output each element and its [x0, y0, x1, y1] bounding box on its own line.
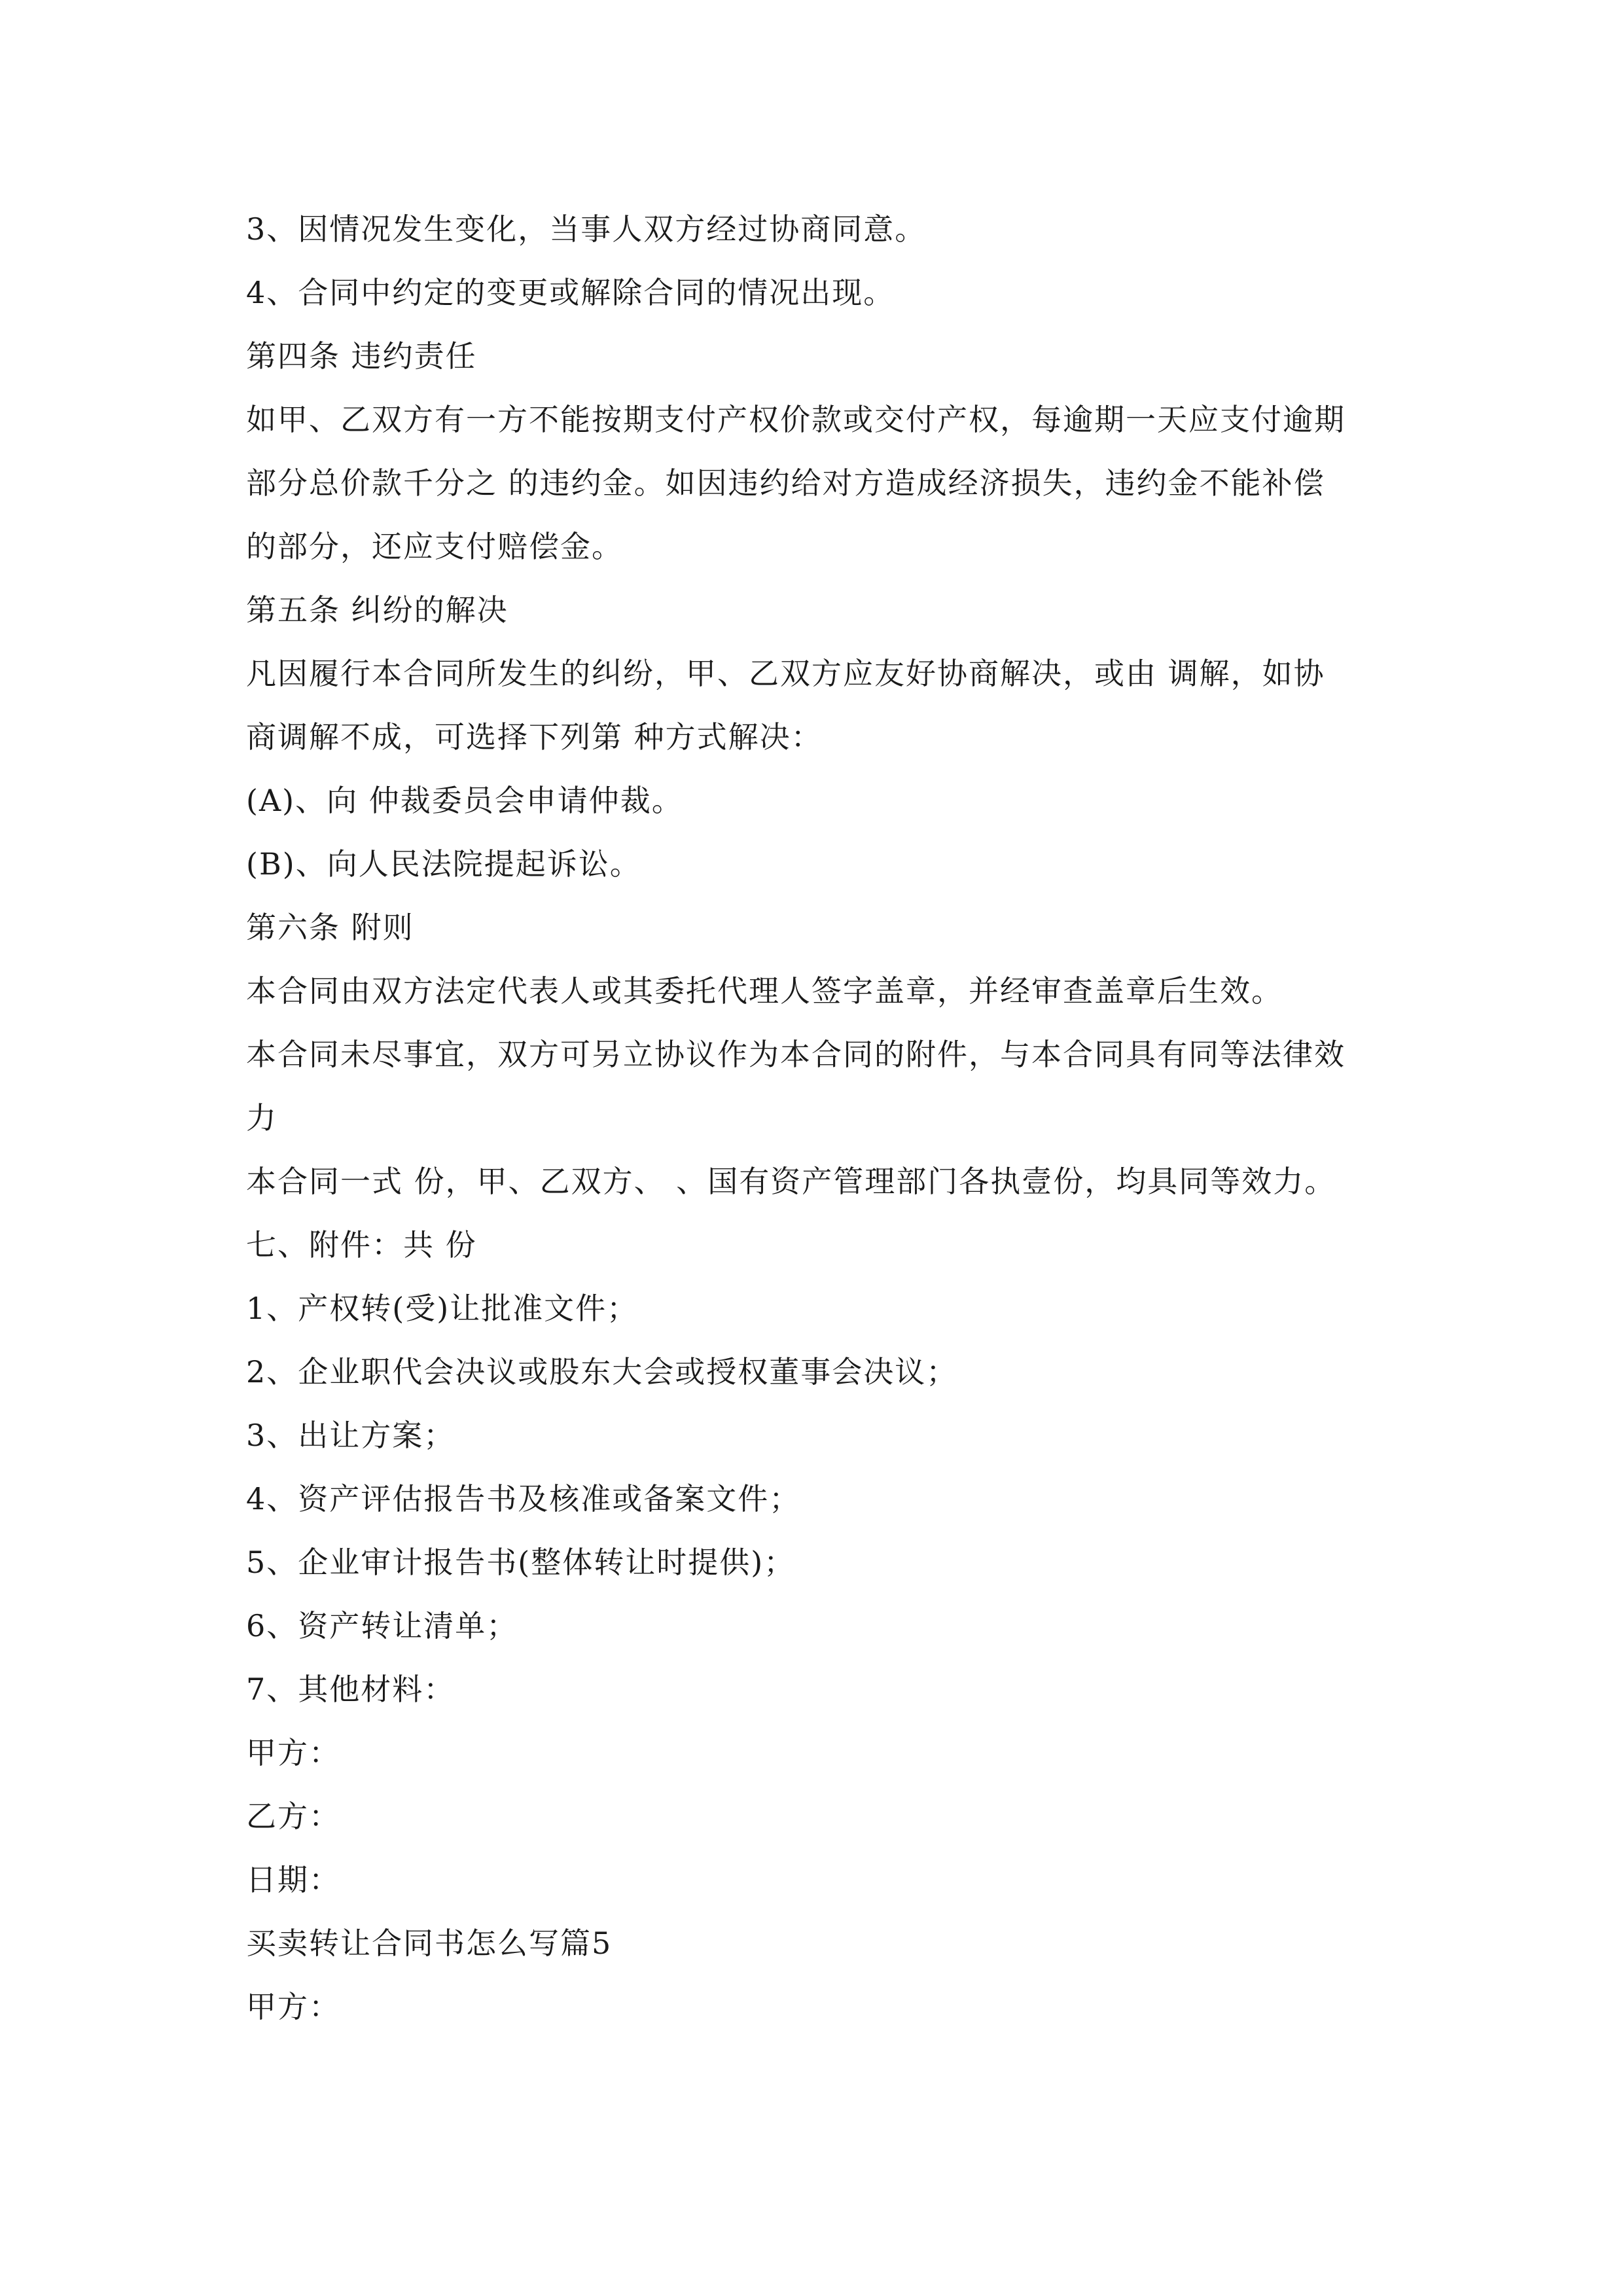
attachment-item: 4、资产评估报告书及核准或备案文件； [246, 1481, 801, 1516]
attachments-heading: 七、附件：共 份 [246, 1227, 477, 1263]
date-label: 日期： [246, 1862, 340, 1897]
attachment-item: 2、企业职代会决议或股东大会或授权董事会决议； [246, 1354, 958, 1390]
attachment-item: 3、出让方案； [246, 1418, 455, 1453]
article-4-heading: 第四条 违约责任 [246, 338, 477, 374]
party-a-label: 甲方： [246, 1989, 340, 2024]
article-5-heading: 第五条 纠纷的解决 [246, 592, 508, 628]
article-6-heading: 第六条 附则 [246, 910, 414, 945]
dispute-paragraph-line: 商调解不成，可选择下列第 种方式解决： [246, 719, 823, 755]
party-a-label: 甲方： [246, 1735, 340, 1770]
supplementary-line: 本合同未尽事宜，双方可另立协议作为本合同的附件，与本合同具有同等法律效 [246, 1037, 1346, 1072]
liability-paragraph-line: 如甲、乙双方有一方不能按期支付产权价款或交付产权，每逾期一天应支付逾期 [246, 402, 1346, 437]
attachment-item: 5、企业审计报告书(整体转让时提供)； [246, 1545, 796, 1580]
clause-4-line: 4、合同中约定的变更或解除合同的情况出现。 [246, 275, 895, 310]
supplementary-line: 力 [246, 1100, 277, 1136]
dispute-option-a: (A)、向 仲裁委员会申请仲裁。 [246, 783, 683, 818]
liability-paragraph-line: 部分总价款千分之 的违约金。如因违约给对方造成经济损失，违约金不能补偿 [246, 465, 1325, 501]
party-b-label: 乙方： [246, 1799, 340, 1834]
dispute-paragraph-line: 凡因履行本合同所发生的纠纷，甲、乙双方应友好协商解决，或由 调解，如协 [246, 656, 1325, 691]
attachment-item: 1、产权转(受)让批准文件； [246, 1291, 639, 1326]
supplementary-line: 本合同由双方法定代表人或其委托代理人签字盖章，并经审查盖章后生效。 [246, 973, 1283, 1009]
section-title: 买卖转让合同书怎么写篇5 [246, 1926, 613, 1961]
dispute-option-b: (B)、向人民法院提起诉讼。 [246, 846, 641, 882]
supplementary-line: 本合同一式 份，甲、乙双方、 、国有资产管理部门各执壹份，均具同等效力。 [246, 1164, 1336, 1199]
attachment-item: 6、资产转让清单； [246, 1608, 518, 1643]
liability-paragraph-line: 的部分，还应支付赔偿金。 [246, 529, 623, 564]
clause-3-line: 3、因情况发生变化，当事人双方经过协商同意。 [246, 211, 927, 247]
attachment-item: 7、其他材料： [246, 1672, 455, 1707]
